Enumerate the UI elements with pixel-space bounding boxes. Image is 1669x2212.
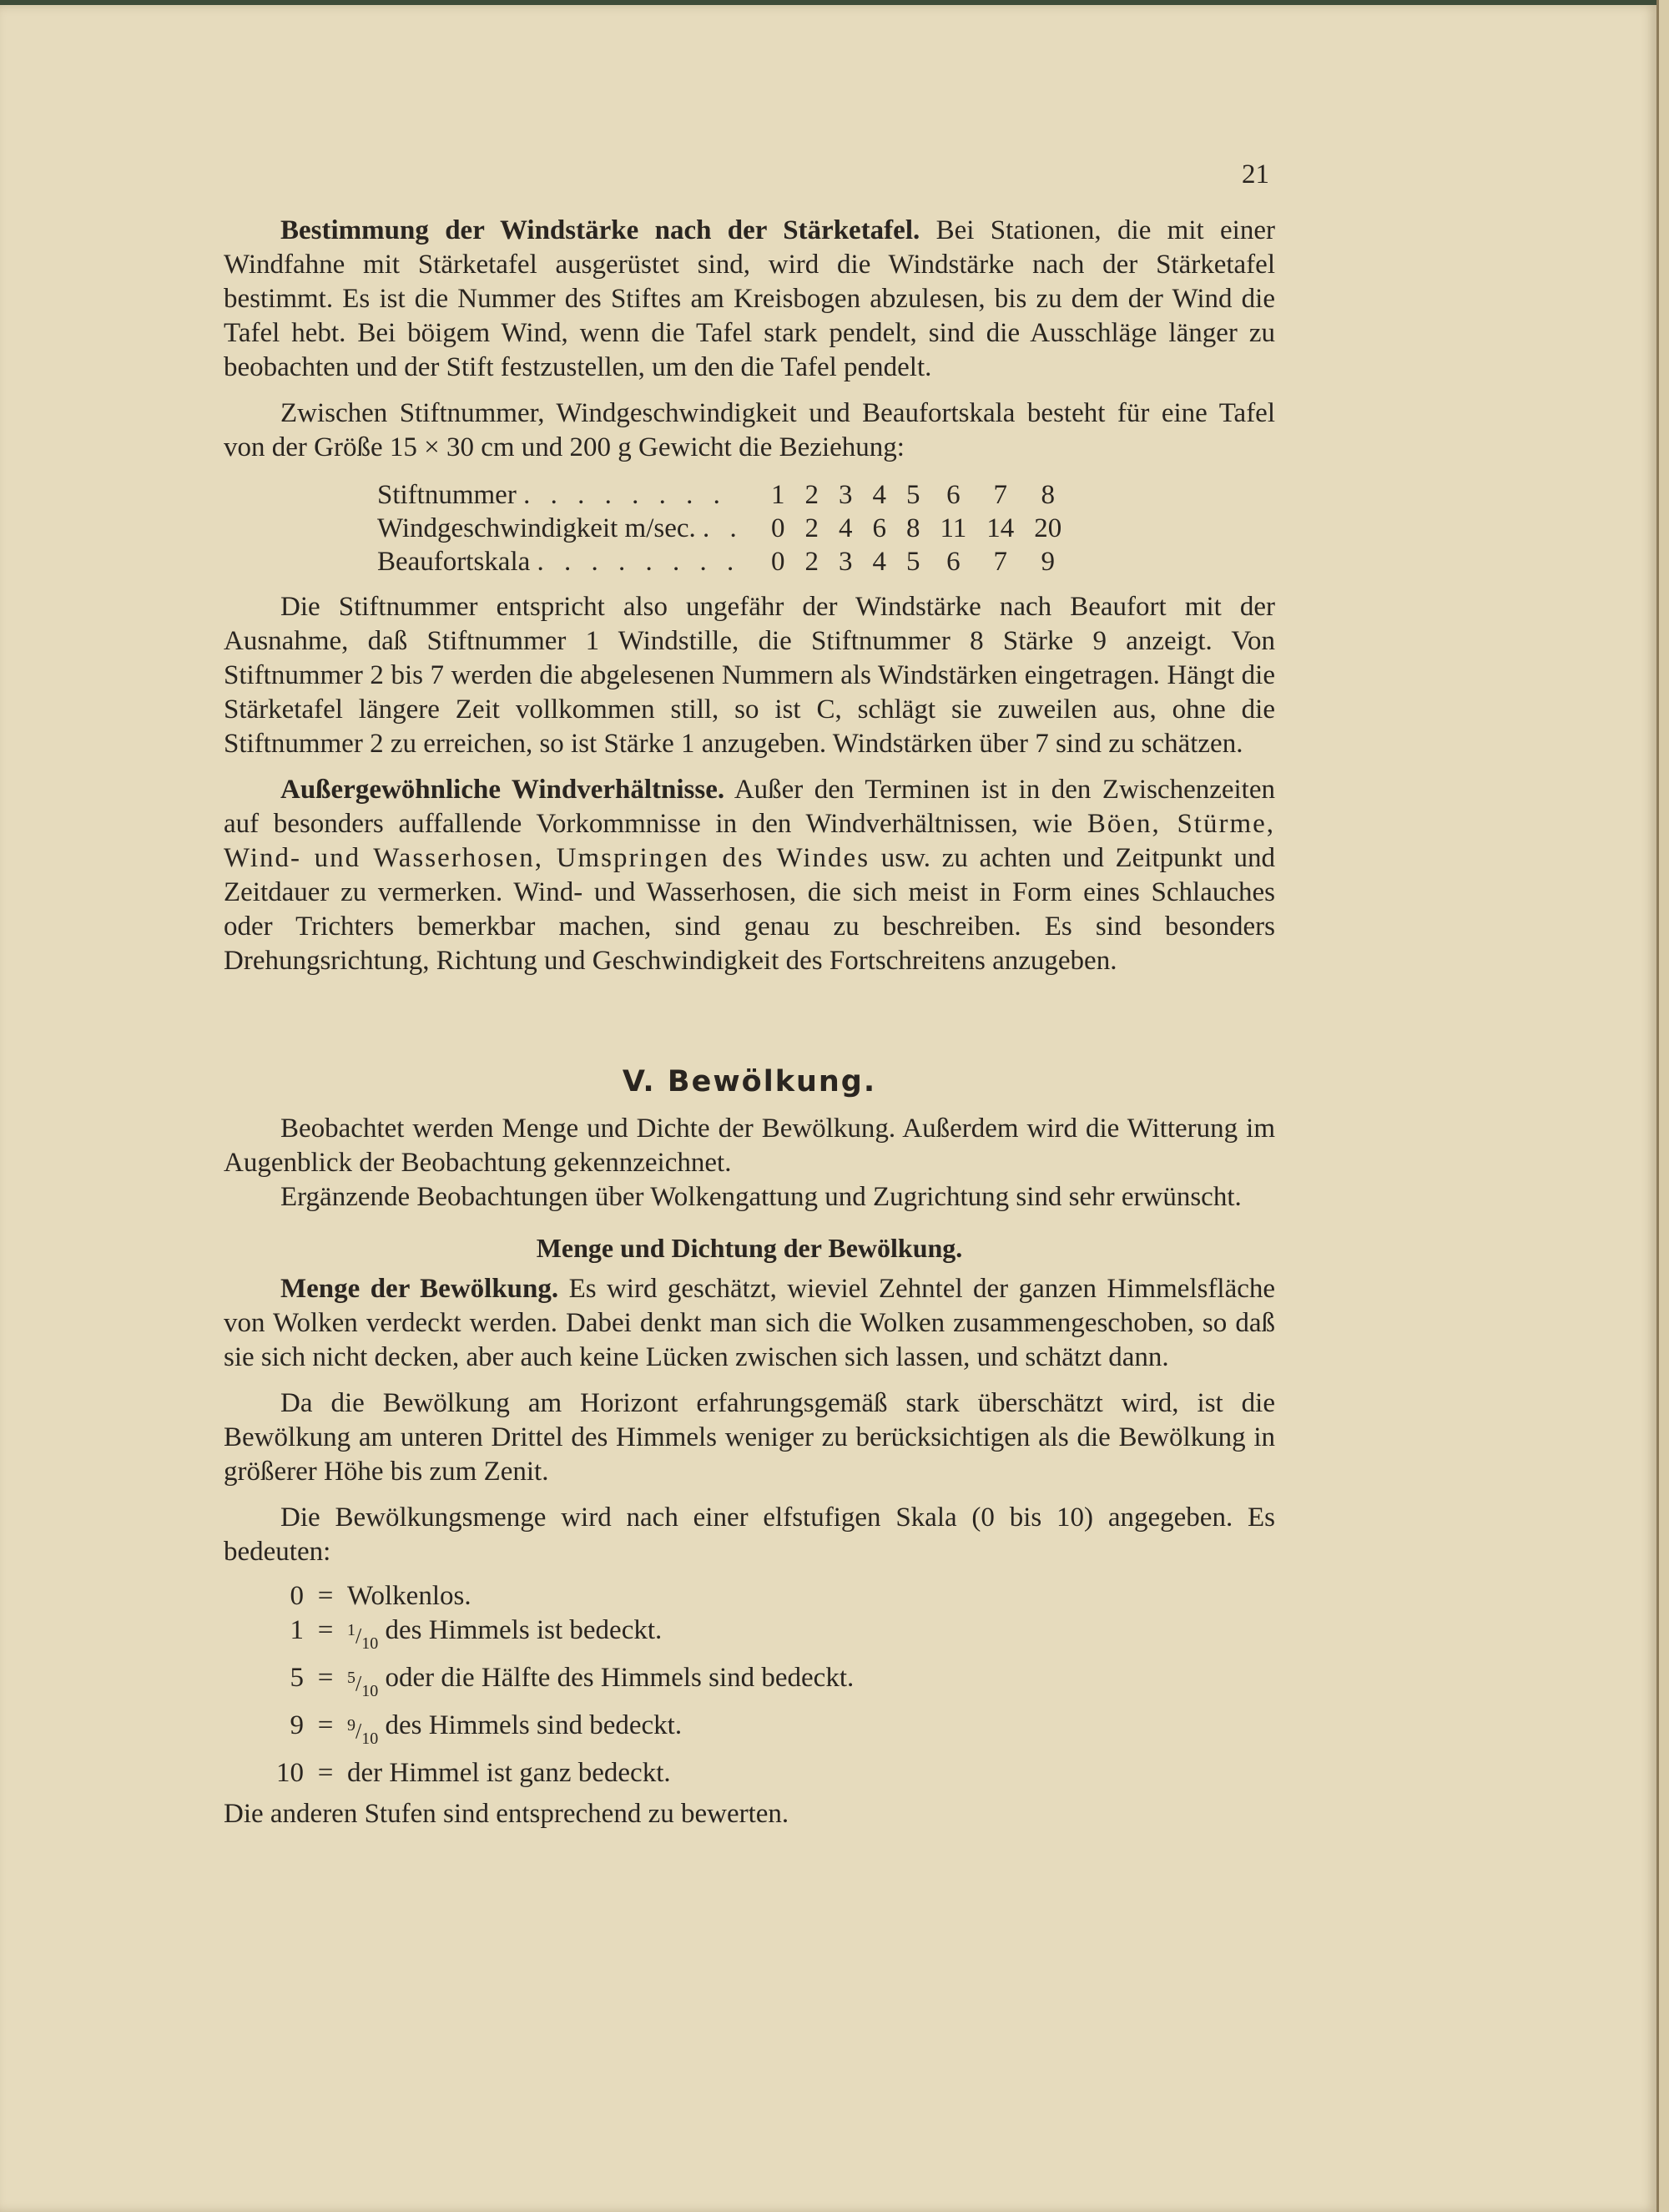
paragraph-menge: Menge der Bewölkung. Es wird geschätzt, wieviel Zehntel der ganzen Himmelsfläche von Wolken verdeckt werden. Dabei denkt man sich die Wolken zusammengeschoben, so daß sie sich nicht decken, aber auch keine Lücken zwischen sich lassen, und schätzt dann. [224, 1274, 1276, 1372]
list-item: 0 = Wolkenlos. [290, 1581, 471, 1611]
relation-table [377, 478, 1071, 578]
page-edge [1656, 0, 1669, 2212]
paragraph-heading: Menge der Bewölkung. [280, 1274, 559, 1304]
fraction: $^9/_{10}$ [347, 1715, 379, 1748]
table-cell: 1 [771, 479, 785, 510]
section-title: V. Bewölkung. [622, 1065, 877, 1098]
paragraph-skala: Die Bewölkungsmenge wird nach einer elfstufigen Skala (0 bis 10) angegeben. Es bedeuten: [224, 1502, 1275, 1567]
page-number: 21 [1242, 159, 1269, 189]
table-cell: 5 [906, 546, 920, 577]
paragraph-text: Bei Stationen, die mit einer Windfahne mit Stärketafel ausgerüstet sind, wird die Windstärke nach der Stärketafel bestimmt. Es ist die Nummer des Stiftes am Kreisbogen abzulesen, bis zu dem der Wind die Tafel hebt. Bei böigem Wind, wenn die Tafel stark pendelt, sind die Ausschläge länger zu beobachten und der Stift festzustellen, um den die Tafel pendelt. [224, 215, 1275, 382]
paragraph-heading: Bestimmung der Windstärke nach der Stärketafel. [280, 215, 920, 245]
table-cell: 8 [906, 513, 920, 543]
paragraph-andere-stufen: Die anderen Stufen sind entsprechend zu bewerten. [224, 1798, 789, 1829]
table-cell: 0 [771, 513, 785, 543]
page-sheet [0, 5, 1656, 2212]
paragraph-horizont: Da die Bewölkung am Horizont erfahrungsgemäß stark überschätzt wird, ist die Bewölkung am unteren Drittel des Himmels weniger zu berücksichtigen als die Bewölkung in größerer Höhe bis zum Zenit. [224, 1388, 1275, 1487]
paragraph-stiftbestimmung [224, 214, 1275, 385]
fraction: $^1/_{10}$ [347, 1621, 379, 1653]
row-label: Stiftnummer . . . . . . . . [377, 479, 727, 510]
row-label: Beaufortskala . . . . . . . . [377, 546, 741, 577]
paragraph-aussergewoehnlich: Außergewöhnliche Windverhältnisse. Außer den Terminen ist in den Zwischenzeiten auf besonders auffallende Vorkommnisse in den Windverhältnissen, wie Böen, Stürme, Wind- und Wasserhosen, Umspringen des Windes usw. zu achten und Zeitpunkt und Zeitdauer zu vermerken. Wind- und Wasserhosen, die sich meist in Form eines Schlauches oder Trichters bemerkbar machen, sind genau zu beschreiben. Es sind besonders Drehungsrichtung, Richtung und Geschwindigkeit des Fortschreitens anzugeben. [224, 775, 1276, 976]
table-row [377, 512, 1071, 545]
table-cell: 2 [804, 513, 819, 543]
paragraph-heading: Außergewöhnliche Windverhältnisse. [280, 775, 725, 805]
subsection-title: Menge und Dichtung der Bewölkung. [536, 1233, 963, 1263]
table-cell: 20 [1034, 513, 1062, 543]
table-cell: 6 [946, 546, 961, 577]
table-cell: 14 [986, 513, 1015, 543]
table-cell: 8 [1041, 479, 1056, 510]
table-cell: 4 [872, 479, 886, 510]
list-item: 5 = $^5/_{10}$ oder die Hälfte des Himmels sind bedeckt. [272, 1661, 1275, 1709]
table-cell: 11 [940, 513, 967, 543]
table-cell: 0 [771, 546, 785, 577]
table-cell: 3 [839, 546, 853, 577]
table-cell: 6 [946, 479, 961, 510]
table-cell: 5 [906, 479, 920, 510]
table-row [377, 478, 1071, 512]
paragraph-ergaenzend: Ergänzende Beobachtungen über Wolkengattung und Zugrichtung sind sehr erwünscht. [280, 1182, 1242, 1212]
list-item: 10 = der Himmel ist ganz bedeckt. [276, 1757, 671, 1788]
table-cell: 7 [993, 479, 1008, 510]
table-row [377, 545, 1071, 578]
table-cell: 9 [1041, 546, 1056, 577]
table-cell: 4 [872, 546, 886, 577]
table-cell: 4 [839, 513, 853, 543]
spaced-text: Böen, Stürme, Wind- und Wasserhosen, Umspringen des Windes [224, 809, 1276, 873]
cloud-scale-list [272, 1579, 1275, 1790]
table-cell: 3 [839, 479, 853, 510]
page-content [224, 214, 1275, 1831]
table-cell: 6 [872, 513, 886, 543]
fraction: $^5/_{10}$ [347, 1668, 379, 1700]
paragraph-entspricht: Die Stiftnummer entspricht also ungefähr der Windstärke nach Beaufort mit der Ausnahme, daß Stiftnummer 1 Windstille, die Stiftnummer 8 Stärke 9 anzeigt. Von Stiftnummer 2 bis 7 werden die abgelesenen Nummern als Windstärken eingetragen. Hängt die Stärketafel längere Zeit vollkommen still, so ist C, schlägt sie zuweilen aus, ohne die Stiftnummer 2 zu erreichen, so ist Stärke 1 anzugeben. Windstärken über 7 sind zu schätzen. [224, 592, 1275, 759]
table-cell: 2 [804, 479, 819, 510]
row-label: Windgeschwindigkeit m/sec. . . [377, 513, 744, 543]
table-cell: 7 [993, 546, 1008, 577]
table-cell: 2 [804, 546, 819, 577]
paragraph-beobachtet: Beobachtet werden Menge und Dichte der Bewölkung. Außerdem wird die Witterung im Augenblick der Beobachtung gekennzeichnet. [224, 1114, 1275, 1178]
paragraph-beziehung: Zwischen Stiftnummer, Windgeschwindigkeit und Beaufortskala besteht für eine Tafel von der Größe 15 × 30 cm und 200 g Gewicht die Beziehung: [224, 398, 1275, 462]
list-item: 1 = $^1/_{10}$ des Himmels ist bedeckt. [272, 1614, 1275, 1661]
list-item: 9 = $^9/_{10}$ des Himmels sind bedeckt. [272, 1709, 1275, 1756]
